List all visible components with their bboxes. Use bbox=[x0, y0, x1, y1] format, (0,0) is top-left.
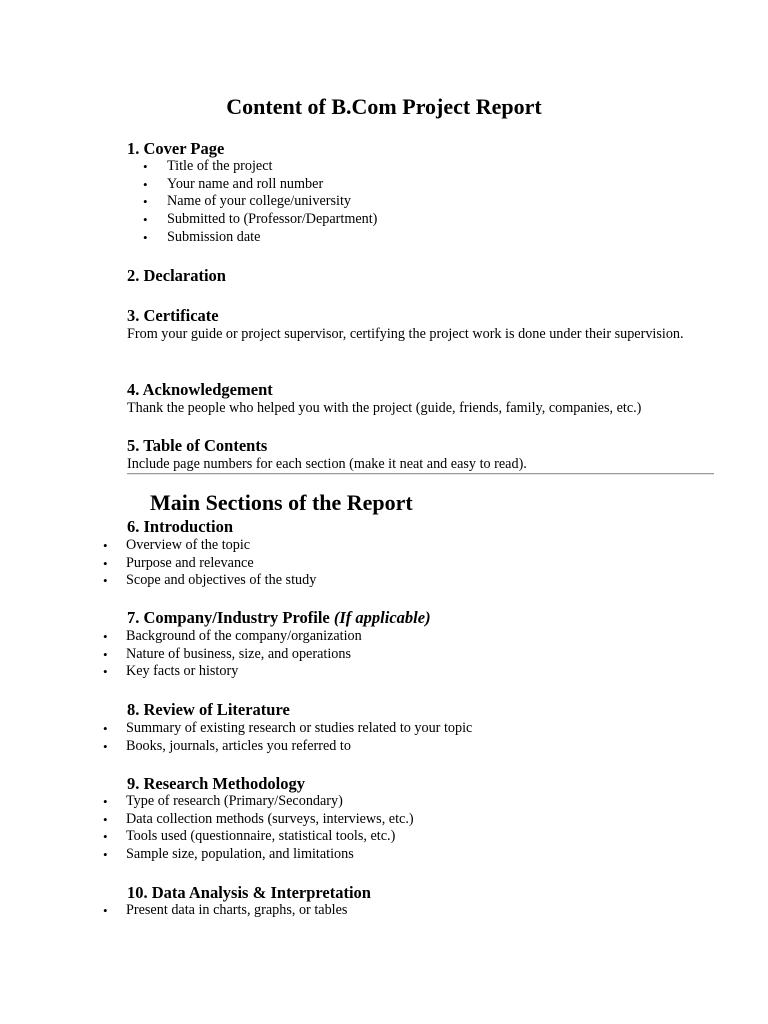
list-item: • Key facts or history bbox=[126, 663, 362, 681]
cover-page-heading: 1. Cover Page bbox=[127, 139, 225, 158]
list-item: • Name of your college/university bbox=[167, 193, 377, 211]
cover-page-list bbox=[167, 158, 377, 247]
list-item: • Type of research (Primary/Secondary) bbox=[126, 793, 414, 811]
list-item: • Scope and objectives of the study bbox=[126, 572, 316, 590]
company-profile-heading-note: (If applicable) bbox=[333, 608, 431, 627]
table-of-contents-heading: 5. Table of Contents bbox=[127, 436, 268, 455]
list-item: • Summary of existing research or studies related to your topic bbox=[126, 720, 472, 738]
list-item: • Overview of the topic bbox=[126, 537, 316, 555]
list-item: • Purpose and relevance bbox=[126, 555, 316, 573]
list-item: • Nature of business, size, and operations bbox=[126, 646, 362, 664]
list-item: • Background of the company/organization bbox=[126, 628, 362, 646]
introduction-heading: 6. Introduction bbox=[127, 517, 234, 536]
company-profile-heading-text: 7. Company/Industry Profile bbox=[127, 608, 330, 627]
methodology-heading: 9. Research Methodology bbox=[127, 774, 305, 793]
company-profile-list bbox=[126, 628, 362, 681]
list-item: • Present data in charts, graphs, or tables bbox=[126, 902, 347, 920]
list-item: • Title of the project bbox=[167, 158, 377, 176]
document-title: Content of B.Com Project Report bbox=[226, 94, 542, 119]
introduction-list bbox=[126, 537, 316, 590]
certificate-heading: 3. Certificate bbox=[127, 306, 219, 325]
main-sections-title: Main Sections of the Report bbox=[150, 490, 413, 515]
list-item: • Submitted to (Professor/Department) bbox=[167, 211, 377, 229]
horizontal-divider bbox=[127, 473, 714, 475]
certificate-text: From your guide or project supervisor, certifying the project work is done under their supervision. bbox=[127, 326, 684, 342]
company-profile-heading bbox=[127, 608, 431, 628]
list-item: • Your name and roll number bbox=[167, 176, 377, 194]
list-item: • Sample size, population, and limitations bbox=[126, 846, 414, 864]
data-analysis-heading: 10. Data Analysis & Interpretation bbox=[127, 883, 371, 902]
list-item: • Tools used (questionnaire, statistical tools, etc.) bbox=[126, 828, 414, 846]
acknowledgement-heading: 4. Acknowledgement bbox=[127, 380, 273, 399]
declaration-heading: 2. Declaration bbox=[127, 266, 226, 285]
table-of-contents-text: Include page numbers for each section (make it neat and easy to read). bbox=[127, 456, 527, 472]
data-analysis-list bbox=[126, 902, 347, 920]
list-item: • Data collection methods (surveys, interviews, etc.) bbox=[126, 811, 414, 829]
list-item: • Books, journals, articles you referred to bbox=[126, 738, 472, 756]
literature-review-list bbox=[126, 720, 472, 755]
literature-review-heading: 8. Review of Literature bbox=[127, 700, 290, 719]
methodology-list bbox=[126, 793, 414, 864]
acknowledgement-text: Thank the people who helped you with the project (guide, friends, family, companies, etc.) bbox=[127, 400, 642, 416]
list-item: • Submission date bbox=[167, 229, 377, 247]
